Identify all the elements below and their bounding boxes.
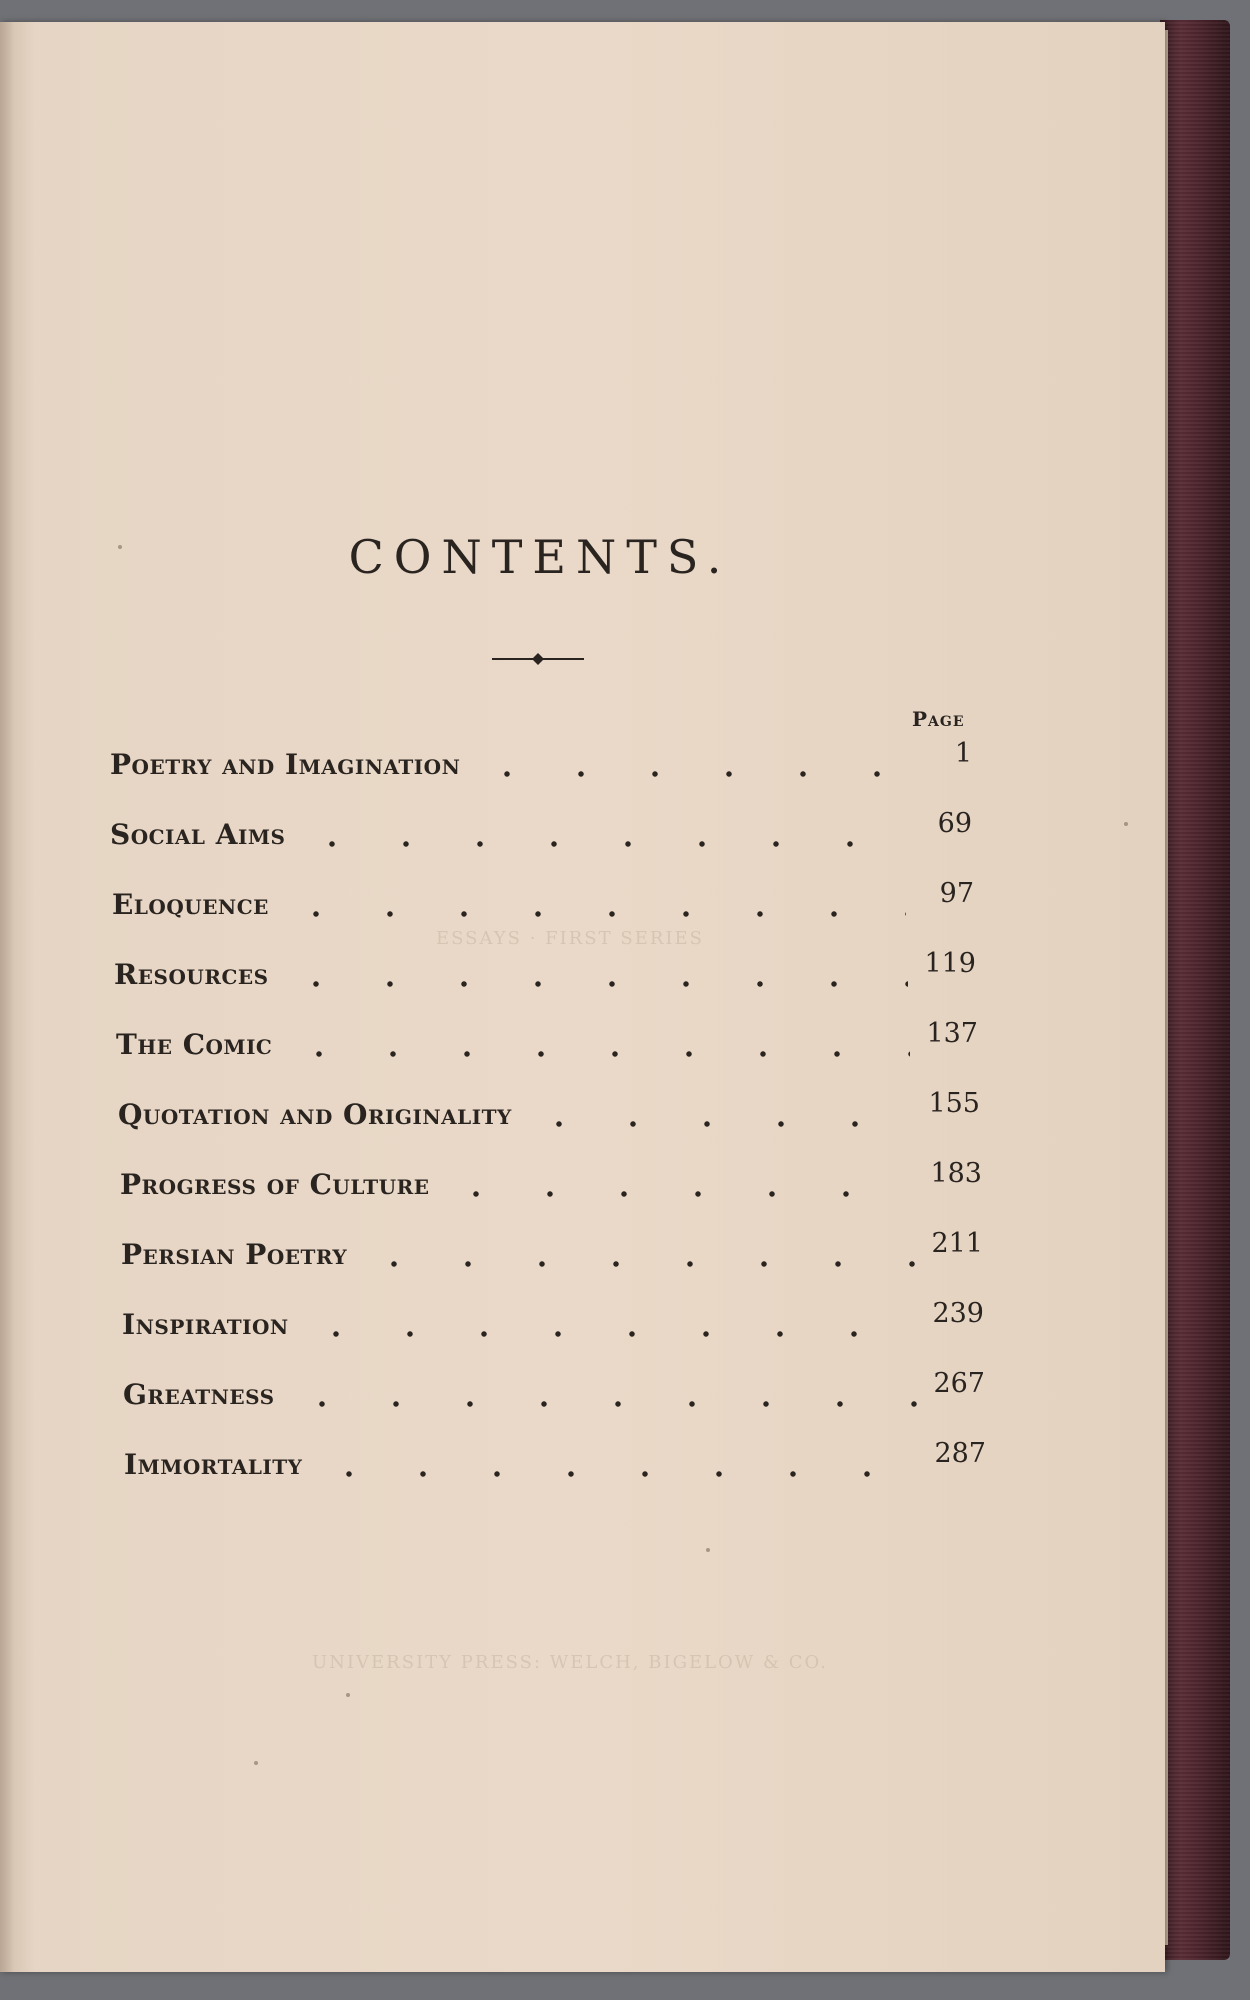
toc-entry-page: 183 (930, 1158, 982, 1189)
dot-leader (522, 1121, 912, 1127)
toc-entry-title: Immortality (124, 1448, 303, 1481)
toc-entry-page: 211 (931, 1228, 983, 1259)
toc-entry[interactable] (120, 1158, 982, 1208)
toc-entry[interactable] (116, 1018, 978, 1068)
toc-entry[interactable] (110, 738, 972, 788)
toc-entry-page: 287 (934, 1438, 986, 1469)
toc-entry[interactable] (122, 1298, 984, 1348)
toc-entry-title: Poetry and Imagination (110, 748, 461, 781)
dot-leader (285, 1401, 917, 1407)
toc-entry-title: Persian Poetry (121, 1238, 348, 1271)
toc-entry-title: Quotation and Originality (118, 1098, 512, 1131)
toc-entry[interactable] (110, 808, 972, 858)
dot-leader (299, 1331, 916, 1337)
toc-entry-page: 267 (933, 1368, 985, 1399)
toc-entry-page: 119 (924, 948, 976, 979)
bleed-through-text: UNIVERSITY PRESS: WELCH, BIGELOW & CO. (312, 1652, 828, 1673)
dot-leader (439, 1191, 914, 1197)
toc-entry-page: 155 (928, 1088, 980, 1119)
contents-heading: CONTENTS. (348, 530, 732, 584)
bleed-through-text: ESSAYS · FIRST SERIES (436, 928, 704, 949)
page-column-header: Page (912, 707, 965, 731)
dot-leader (470, 771, 904, 777)
dot-leader (357, 1261, 915, 1267)
toc-entry-page: 137 (926, 1018, 978, 1049)
toc-entry-title: The Comic (116, 1028, 273, 1061)
toc-entry[interactable] (121, 1228, 983, 1278)
dot-leader (279, 911, 906, 917)
toc-entry-title: Greatness (123, 1378, 275, 1411)
dot-leader (282, 1051, 910, 1057)
toc-entry-page: 97 (939, 878, 974, 909)
toc-entry-page: 239 (932, 1298, 984, 1329)
toc-entry-page: 1 (954, 738, 972, 769)
toc-entry-page: 69 (937, 808, 972, 839)
dot-leader (295, 841, 904, 847)
toc-entry-title: Eloquence (112, 888, 269, 921)
toc-entry[interactable] (118, 1088, 980, 1138)
toc-entry-title: Progress of Culture (120, 1168, 430, 1201)
toc-entry[interactable] (123, 1368, 985, 1418)
toc-entry[interactable] (112, 878, 974, 928)
toc-entry-title: Social Aims (110, 818, 286, 851)
dot-leader (312, 1471, 918, 1477)
book-cover-edge (1160, 20, 1230, 1960)
toc-entry[interactable] (114, 948, 976, 998)
toc-entry-title: Inspiration (122, 1308, 289, 1341)
dot-leader (279, 981, 908, 987)
toc-entry-title: Resources (114, 958, 269, 991)
toc-entry[interactable] (124, 1438, 986, 1488)
